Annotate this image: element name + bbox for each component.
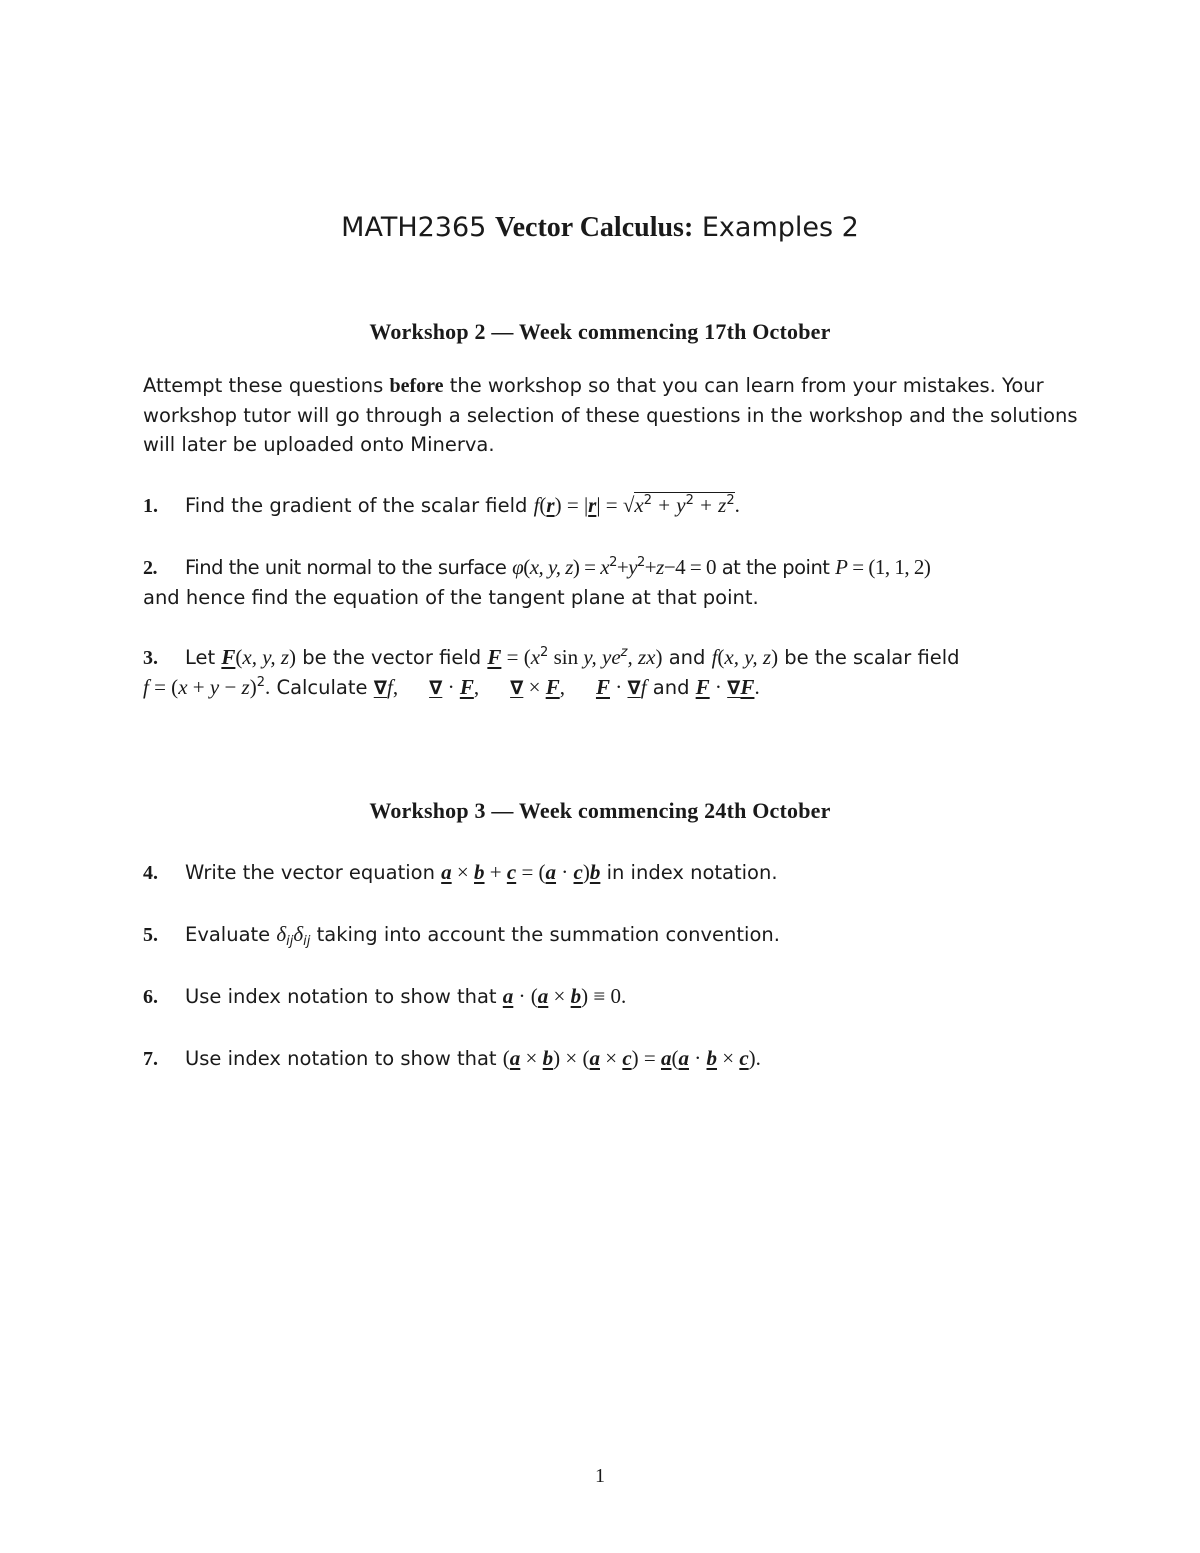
sheet-name: Examples 2 [701, 212, 859, 243]
question-4: 4. Write the vector equation a × b + c = (a · c)b in index notation. [143, 858, 1063, 888]
page-title [0, 208, 1200, 248]
point: P = (1, 1, 2) [835, 555, 931, 579]
question-number: 2. [143, 557, 157, 579]
intro-line-3: will later be uploaded onto Minerva. [143, 433, 495, 456]
equation: a · (a × b) ≡ 0. [502, 984, 627, 1008]
equation: a × b + c = (a · c)b [441, 860, 601, 884]
question-3: 3. Let F(x, y, z) be the vector field $F = (x^2$ sin y, $ye^z$, zx) and f(x, y, z) be the scalar field $f = (x + y - z)^2$. Calculate ∇f, ∇ · F, ∇ × F, F · ∇f and F · ∇F. [143, 645, 960, 699]
question-number: 5. [143, 924, 158, 946]
question-number: 1. [143, 495, 158, 517]
page-number: 1 [595, 1465, 605, 1487]
workshop-2-heading: Workshop 2 — Week commencing 17th October [369, 319, 831, 344]
course-code: MATH2365 [341, 212, 487, 243]
intro-paragraph [143, 371, 1078, 459]
question-number: 3. [143, 647, 158, 669]
question-5: 5. Evaluate $\delta_{ij}\delta_{ij}$ taking into account the summation convention. [143, 922, 780, 949]
question-text: Find the gradient of the scalar field [185, 494, 528, 517]
question-7: 7. Use index notation to show that (a × b) × (a × c) = a(a · b × c). [143, 1044, 1063, 1074]
equation: φ(x, y, $z) = x^2+y^2+z-4 = 0$ [512, 555, 717, 579]
equation: (a × b) × (a × c) = a(a · b × c). [502, 1046, 761, 1070]
question-number: 6. [143, 986, 158, 1008]
question-text-line-2: and hence find the equation of the tangent plane at that point. [143, 586, 759, 609]
question-number: 4. [143, 862, 158, 884]
intro-line-1: Attempt these questions before the workshop so that you can learn from your mistakes. Your [143, 374, 1044, 397]
equation: $\delta_{ij}\delta_{ij}$ [276, 922, 311, 949]
question-1 [143, 491, 1063, 521]
question-6: 6. Use index notation to show that a · (a × b) ≡ 0. [143, 982, 1063, 1012]
equation: $f(r) = |r| = √x^2 + y^2 + z^2$. [533, 493, 740, 517]
intro-line-2: workshop tutor will go through a selection of these questions in the workshop and the solutions [143, 404, 1078, 427]
workshop-3-heading: Workshop 3 — Week commencing 24th October [369, 798, 831, 823]
question-2: 2. Find the unit normal to the surface φ(x, y, $z) = x^2+y^2+z-4 = 0$ at the point P = (1, 1, 2) and hence find the equation of the tangent plane at that point. [143, 553, 1063, 612]
question-number: 7. [143, 1048, 158, 1070]
course-subject: Vector Calculus: [494, 212, 694, 243]
question-text: Find the unit normal to the surface [185, 556, 507, 579]
